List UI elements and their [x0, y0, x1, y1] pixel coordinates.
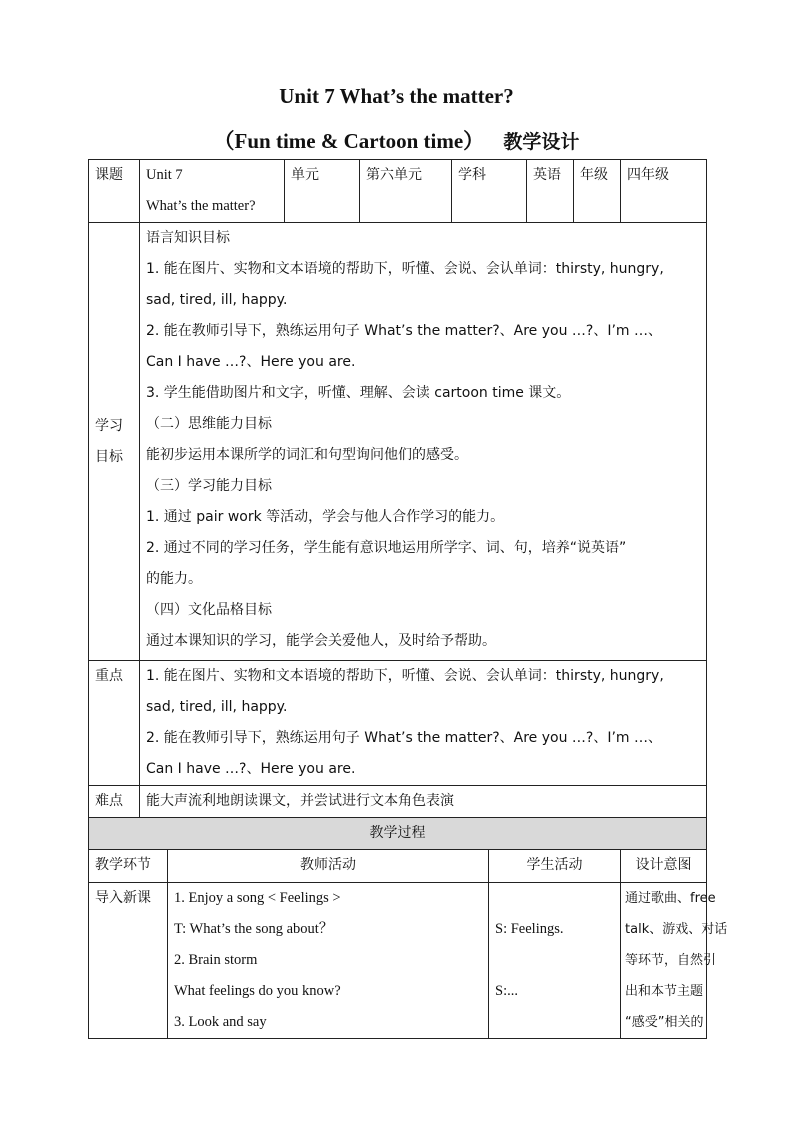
document-title: Unit 7 What’s the matter? [279, 84, 514, 108]
goals-label [89, 223, 140, 661]
goal-line: 2. 通过不同的学习任务，学生能有意识地运用所学字、词、句，培养“说英语” [146, 540, 627, 556]
topic-line: What’s the matter? [146, 198, 256, 214]
teacher-line: 1. Enjoy a song < Feelings > [174, 890, 341, 906]
goal-line: （三）学习能力目标 [146, 478, 272, 494]
goal-line: 的能力。 [146, 571, 202, 587]
goal-line: 能初步运用本课所学的词汇和句型询问他们的感受。 [146, 447, 468, 463]
col-teacher: 教师活动 [168, 850, 489, 883]
document-subtitle [0, 125, 793, 155]
difficulty-row [89, 786, 707, 818]
key-points-row [89, 661, 707, 786]
goal-line: （四）文化品格目标 [146, 602, 272, 618]
key-point-line: 1. 能在图片、实物和文本语境的帮助下，听懂、会说、会认单词：thirsty, hungry, [146, 668, 664, 684]
student-line [495, 883, 614, 914]
process-header-row [89, 850, 707, 883]
intent-line: “感受”相关的 [625, 1015, 704, 1030]
key-points-content [140, 661, 707, 786]
col-stage: 教学环节 [89, 850, 168, 883]
goal-line: 3. 学生能借助图片和文字，听懂、理解、会读 cartoon time 课文。 [146, 385, 571, 401]
intent-line: 出和本节主题 [625, 984, 704, 999]
student-line: S: Feelings. [495, 921, 564, 937]
subject-value: 英语 [527, 160, 574, 223]
process-band: 教学过程 [89, 818, 707, 850]
goal-line: 2. 能在教师引导下，熟练运用句子 What’s the matter?、Are you …?、I’m …、 [146, 323, 663, 339]
goals-row [89, 223, 707, 661]
stage-cell: 导入新课 [89, 883, 168, 1039]
topic-label: 课题 [89, 160, 140, 223]
goal-line: sad, tired, ill, happy. [146, 292, 288, 308]
goal-line: 语言知识目标 [146, 230, 230, 246]
col-intent: 设计意图 [621, 850, 707, 883]
grade-label: 年级 [574, 160, 621, 223]
goals-content [140, 223, 707, 661]
lesson-plan-table [88, 159, 728, 1039]
design-intent [621, 883, 728, 1039]
goal-line: Can I have …?、Here you are. [146, 354, 356, 370]
unit-value: 第六单元 [360, 160, 452, 223]
teacher-activity [168, 883, 489, 1039]
teacher-line: 2. Brain storm [174, 952, 258, 968]
col-student: 学生活动 [489, 850, 621, 883]
unit-label: 单元 [285, 160, 360, 223]
goal-line: 1. 通过 pair work 等活动，学会与他人合作学习的能力。 [146, 509, 505, 525]
teacher-line: T: What’s the song about？ [174, 921, 334, 937]
goal-line: 1. 能在图片、实物和文本语境的帮助下，听懂、会说、会认单词：thirsty, hungry, [146, 261, 664, 277]
key-point-line: 2. 能在教师引导下，熟练运用句子 What’s the matter?、Are you …?、I’m …、 [146, 730, 663, 746]
topic-value [140, 160, 285, 223]
goals-label-line: 目标 [95, 448, 123, 465]
key-points-label: 重点 [89, 661, 140, 786]
goal-line: 通过本课知识的学习，能学会关爱他人，及时给予帮助。 [146, 633, 496, 649]
header-row [89, 160, 707, 223]
student-line: S:... [495, 983, 518, 999]
difficulty-label: 难点 [89, 786, 140, 818]
goal-line: （二）思维能力目标 [146, 416, 272, 432]
process-row-leadin [89, 883, 707, 1039]
subject-label: 学科 [452, 160, 527, 223]
student-line [495, 945, 614, 976]
intent-line: 通过歌曲、free [625, 891, 716, 906]
process-band-row [89, 818, 707, 850]
teacher-line: What feelings do you know? [174, 983, 341, 999]
grade-value: 四年级 [621, 160, 707, 223]
intent-line: 等环节，自然引 [625, 953, 717, 968]
topic-line: Unit 7 [146, 167, 183, 183]
teacher-line: 3. Look and say [174, 1014, 267, 1030]
student-line [495, 1007, 614, 1038]
subtitle-chinese: 教学设计 [503, 131, 580, 153]
key-point-line: Can I have …?、Here you are. [146, 761, 356, 777]
difficulty-content: 能大声流利地朗读课文，并尝试进行文本角色表演 [140, 786, 707, 818]
intent-line: talk、游戏、对话 [625, 922, 728, 937]
goals-label-line: 学习 [95, 417, 123, 434]
subtitle-english: （Fun time & Cartoon time） [213, 129, 485, 153]
key-point-line: sad, tired, ill, happy. [146, 699, 288, 715]
student-activity [489, 883, 621, 1039]
